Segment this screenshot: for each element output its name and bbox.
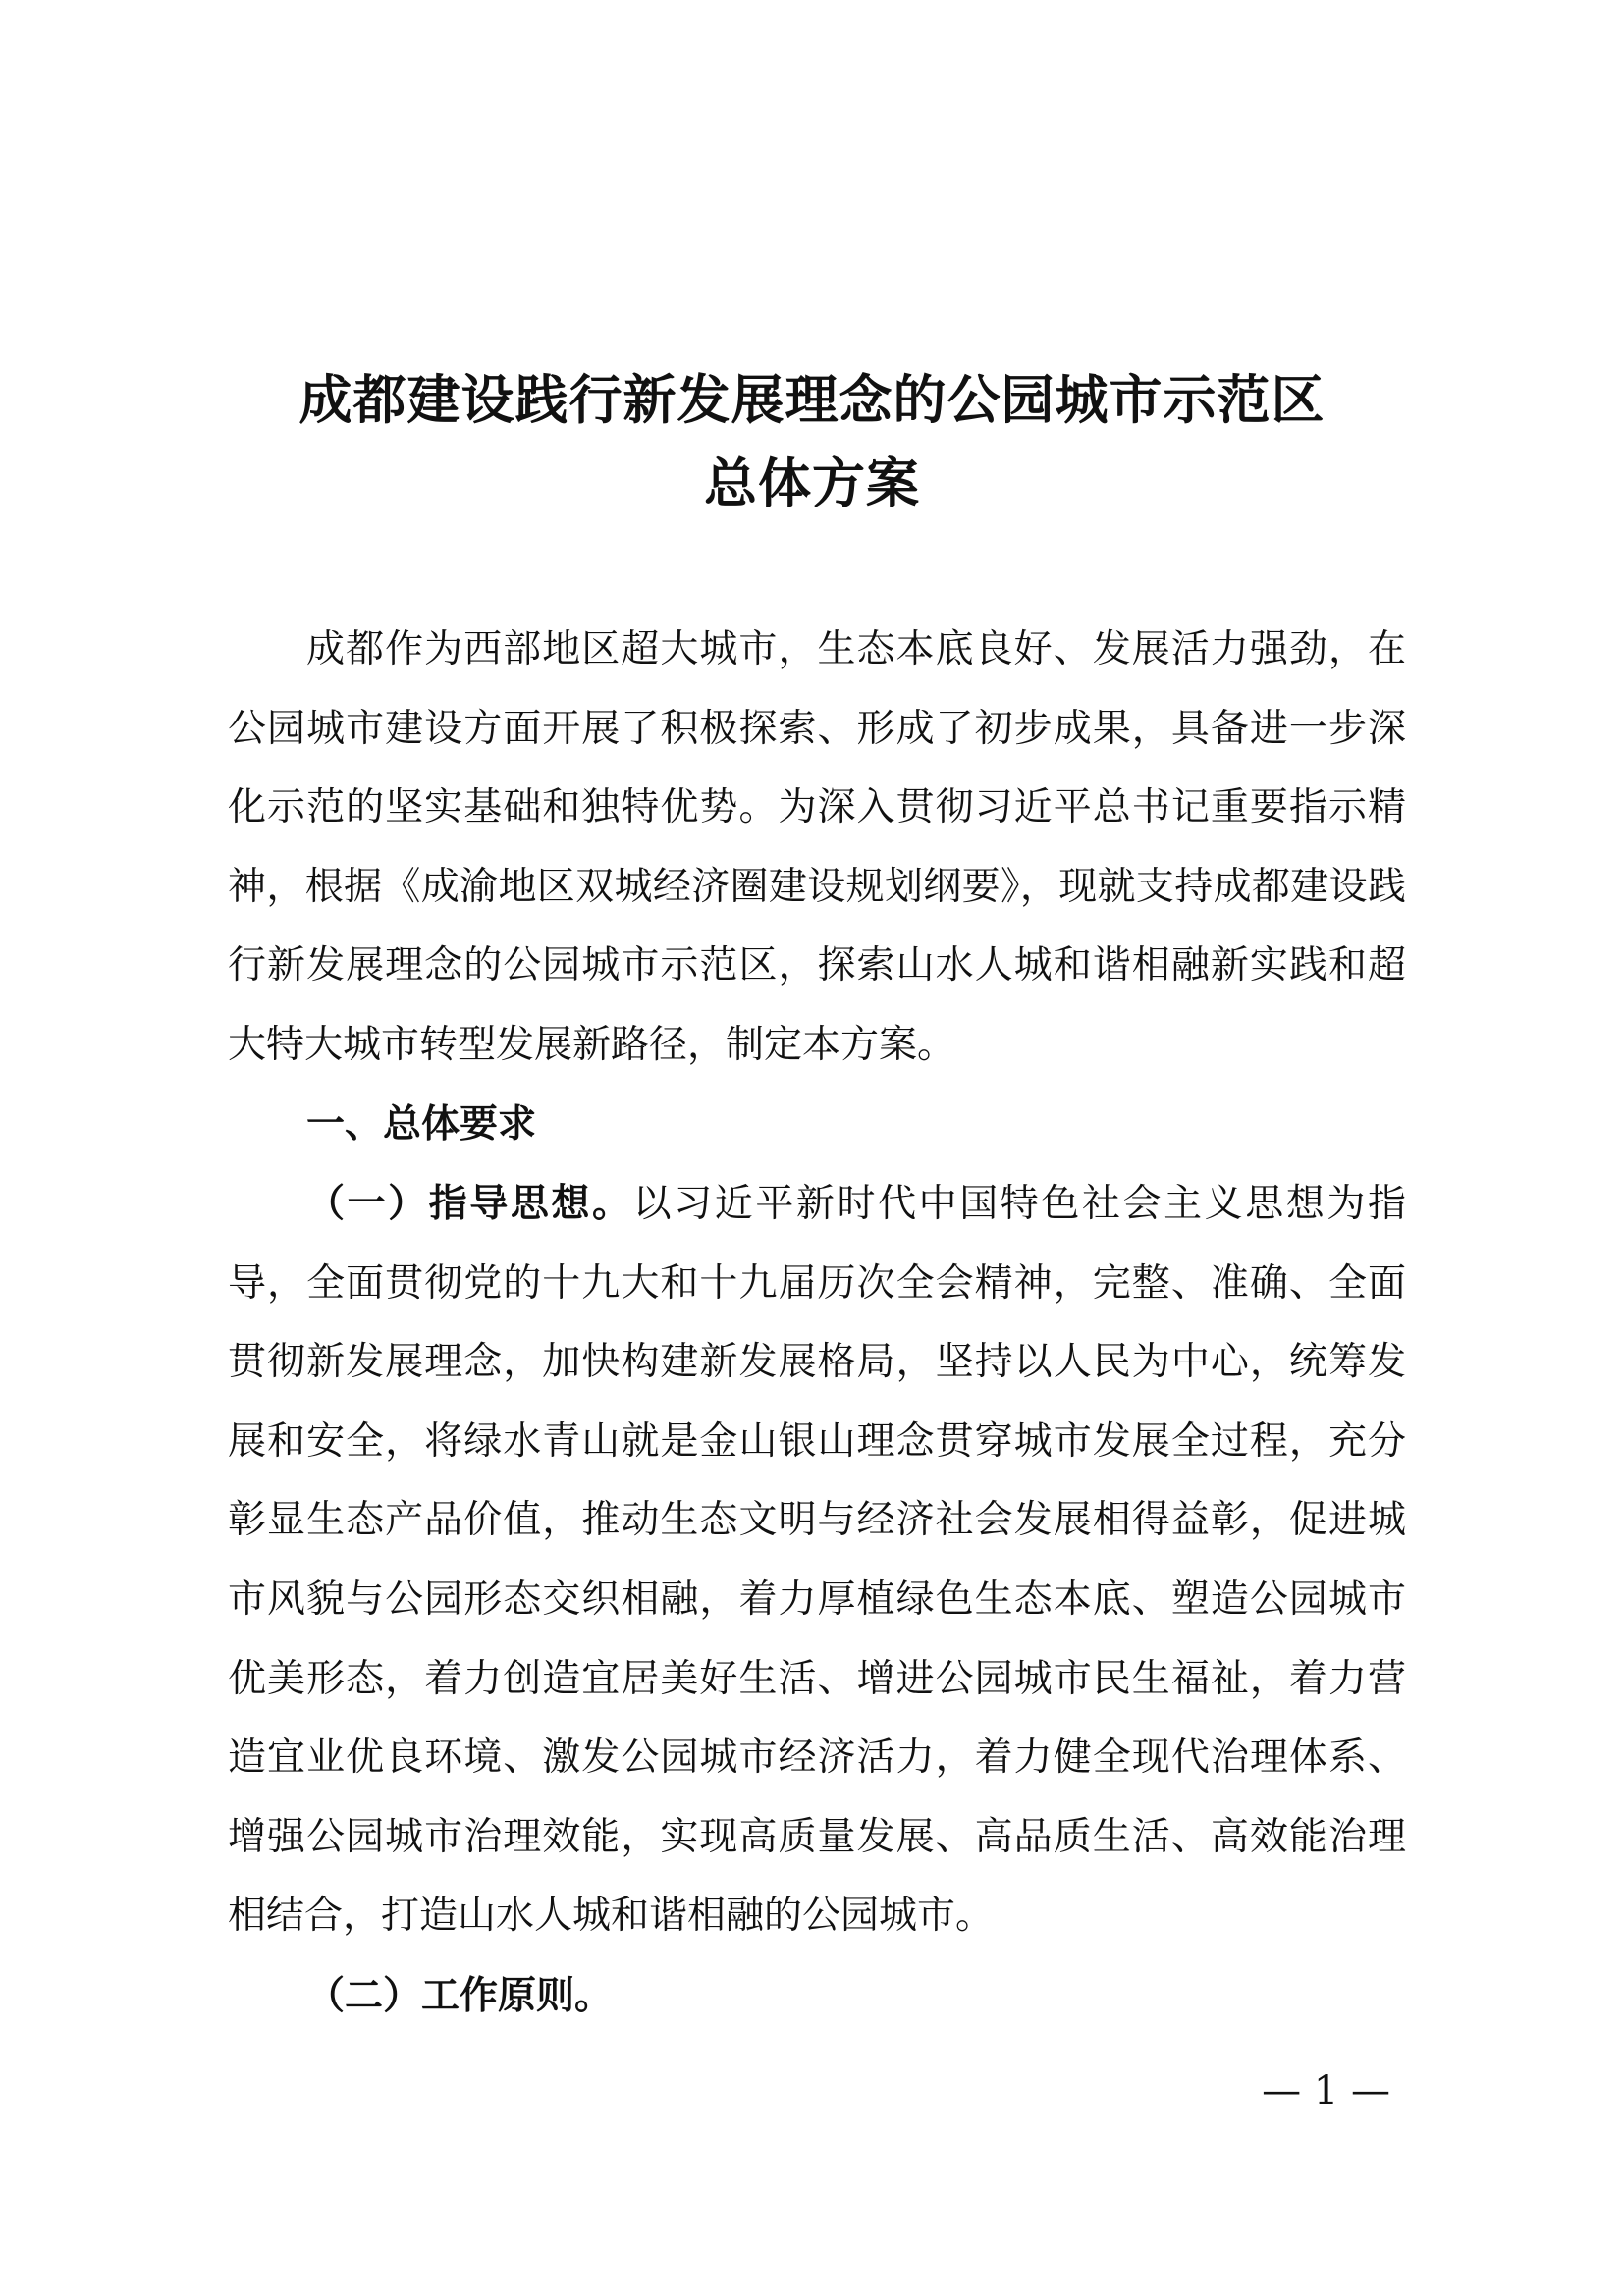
work-principles-heading [306,1957,613,2037]
intro-paragraph-block [228,611,1406,1086]
intro-paragraph: 成都作为西部地区超大城市，生态本底良好、发展活力强劲，在公园城市建设方面开展了积极探索、形成了初步成果，具备进一步深化示范的坚实基础和独特优势。为深入贯彻习近平总书记重要指示精神，根据《成渝地区双城经济圈建设规划纲要》，现就支持成都建设践行新发展理念的公园城市示范区，探索山水人城和谐相融新实践和超大特大城市转型发展新路径，制定本方案。 [228,627,1406,1067]
guiding-ideology-block [228,1165,1406,1956]
document-title-line2: 总体方案 [704,452,920,514]
section-heading-general-requirements: 一、总体要求 [306,1102,537,1147]
page-number: — 1 — [1262,2068,1390,2113]
document-title-line1: 成都建设践行新发展理念的公园城市示范区 [298,368,1326,431]
guiding-ideology-paragraph [228,1165,1406,1956]
work-principles-lead: （二）工作原则。 [306,1974,614,2018]
guiding-ideology-lead: （一）指导思想。 [306,1182,633,1226]
guiding-ideology-text: 以习近平新时代中国特色社会主义思想为指导，全面贯彻党的十九大和十九届历次全会精神，完整、准确、全面贯彻新发展理念，加快构建新发展格局，坚持以人民为中心，统筹发展和安全，将绿水青山就是金山银山理念贯穿城市发展全过程，充分彰显生态产品价值，推动生态文明与经济社会发展相得益彰，促进城市风貌与公园形态交织相融，着力厚植绿色生态本底、塑造公园城市优美形态，着力创造宜居美好生活、增进公园城市民生福祉，着力营造宜业优良环境、激发公园城市经济活力，着力健全现代治理体系、增强公园城市治理效能，实现高质量发展、高品质生活、高效能治理相结合，打造山水人城和谐相融的公园城市。 [228,1182,1406,1939]
